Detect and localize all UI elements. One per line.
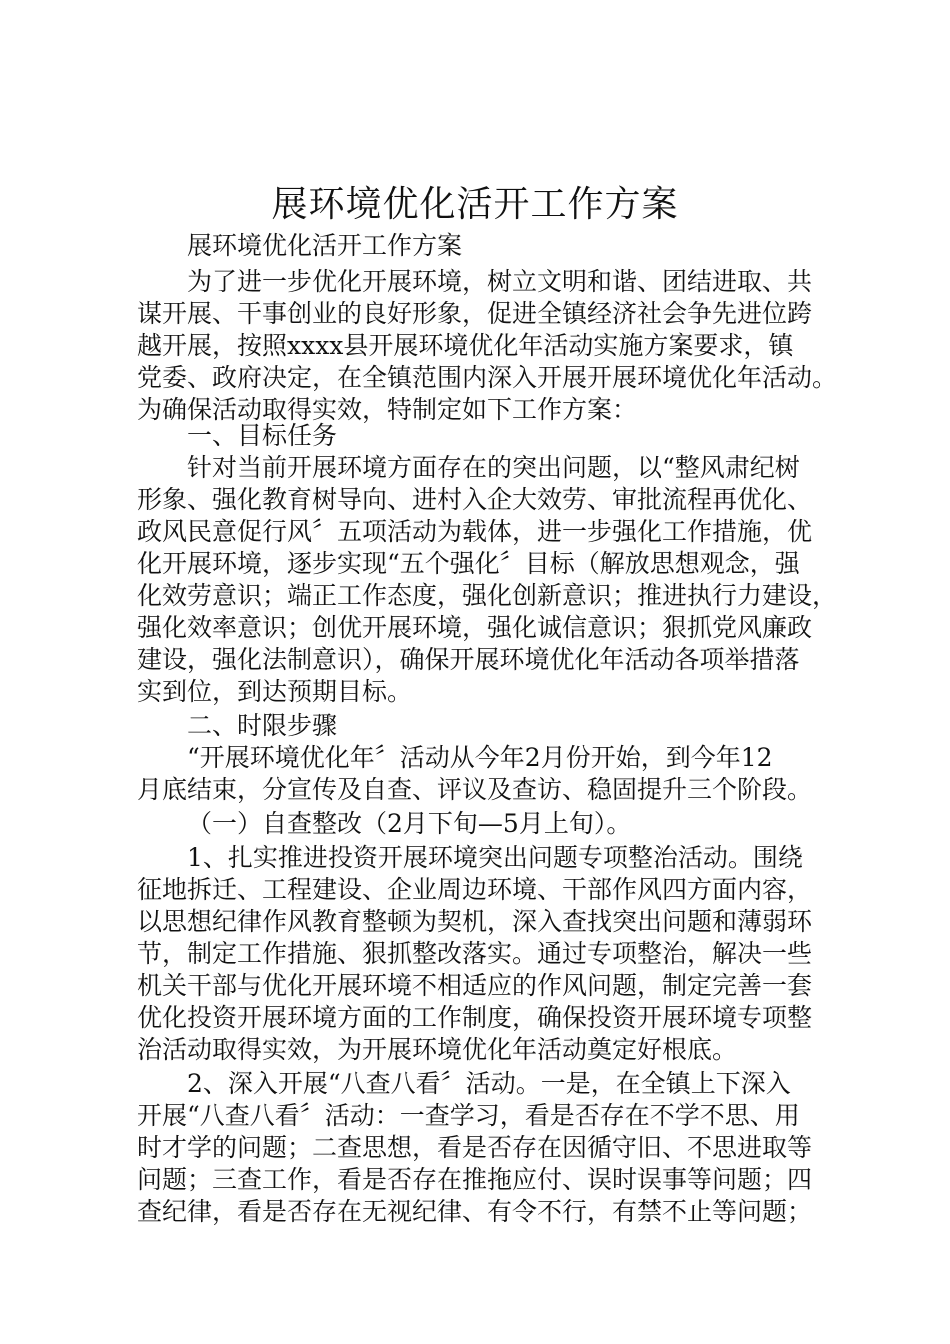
paragraph-line: 时才学的问题；二查思想，看是否存在因循守旧、不思进取等 <box>137 1133 813 1162</box>
paragraph-line: 实到位，到达预期目标。 <box>137 677 413 706</box>
paragraph-line: 问题；三查工作，看是否存在推拖应付、误时误事等问题；四 <box>137 1165 813 1194</box>
paragraph-line: 月底结束，分宣传及自查、评议及查访、稳固提升三个阶段。 <box>137 775 813 804</box>
sub-heading: （一）自查整改（2月下旬—5月上旬）。 <box>187 809 632 838</box>
paragraph-line: 优化投资开展环境方面的工作制度，确保投资开展环境专项整 <box>137 1003 813 1032</box>
paragraph-line: “开展环境优化年〞活动从今年2月份开始，到今年12 <box>187 743 773 772</box>
paragraph-line: 化效劳意识；端正工作态度，强化创新意识；推进执行力建设， <box>137 581 838 610</box>
paragraph-line: 节，制定工作措施、狠抓整改落实。通过专项整治，解决一些 <box>137 939 813 968</box>
paragraph-line: 开展“八查八看〞活动：一查学习，看是否存在不学不思、用 <box>137 1101 800 1130</box>
paragraph-line: 谋开展、干事创业的良好形象，促进全镇经济社会争先进位跨 <box>137 299 813 328</box>
paragraph-line: 党委、政府决定，在全镇范围内深入开展开展环境优化年活动。 <box>137 363 838 392</box>
paragraph-line: 机关干部与优化开展环境不相适应的作风问题，制定完善一套 <box>137 971 813 1000</box>
paragraph-line: 1、扎实推进投资开展环境突出问题专项整治活动。围绕 <box>187 843 803 872</box>
paragraph-line: 越开展，按照xxxx县开展环境优化年活动实施方案要求，镇 <box>137 331 794 360</box>
paragraph-line: 为了进一步优化开展环境，树立文明和谐、团结进取、共 <box>187 267 813 296</box>
subtitle-line: 展环境优化活开工作方案 <box>187 231 463 260</box>
paragraph-line: 形象、强化教育树导向、进村入企大效劳、审批流程再优化、 <box>137 485 813 514</box>
paragraph-line: 以思想纪律作风教育整顿为契机，深入查找突出问题和薄弱环 <box>137 907 813 936</box>
paragraph-line: 化开展环境，逐步实现“五个强化〞目标（解放思想观念，强 <box>137 549 800 578</box>
paragraph-line: 查纪律，看是否存在无视纪律、有令不行，有禁不止等问题； <box>137 1197 813 1226</box>
paragraph-line: 政风民意促行风〞五项活动为载体，进一步强化工作措施，优 <box>137 517 813 546</box>
paragraph-line: 强化效率意识；创优开展环境，强化诚信意识；狠抓党风廉政 <box>137 613 813 642</box>
section-heading: 一、目标任务 <box>187 421 338 450</box>
section-heading: 二、时限步骤 <box>187 711 338 740</box>
paragraph-line: 针对当前开展环境方面存在的突出问题，以“整风肃纪树 <box>187 453 800 482</box>
paragraph-line: 治活动取得实效，为开展环境优化年活动奠定好根底。 <box>137 1035 738 1064</box>
paragraph-line: 征地拆迁、工程建设、企业周边环境、干部作风四方面内容， <box>137 875 813 904</box>
paragraph-line: 为确保活动取得实效，特制定如下工作方案： <box>137 395 638 424</box>
paragraph-line: 2、深入开展“八查八看〞活动。一是，在全镇上下深入 <box>187 1069 791 1098</box>
paragraph-line: 建设，强化法制意识），确保开展环境优化年活动各项举措落 <box>137 645 800 674</box>
document-title: 展环境优化活开工作方案 <box>271 184 679 225</box>
